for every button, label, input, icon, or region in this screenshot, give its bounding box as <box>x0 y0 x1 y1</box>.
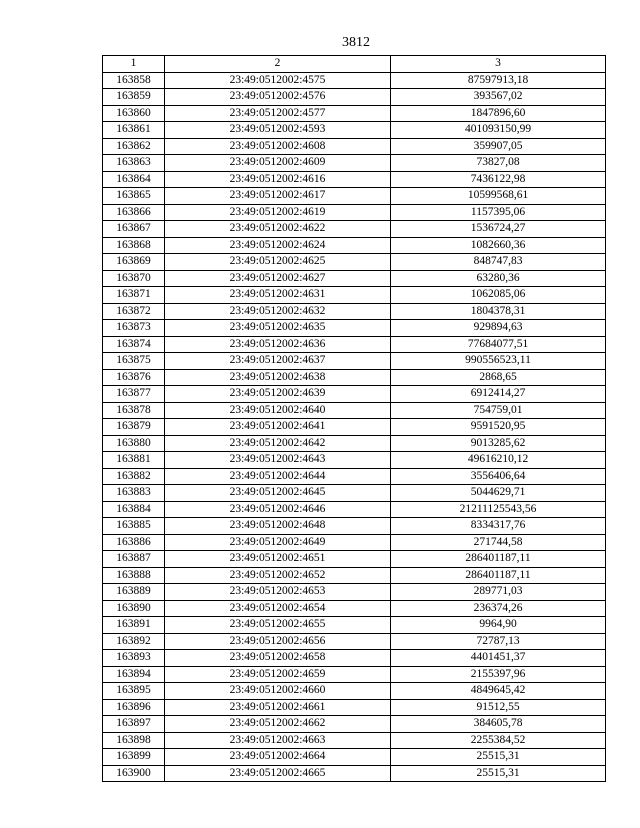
cadastral-number-cell: 23:49:0512002:4665 <box>165 765 391 782</box>
cadastral-number-cell: 23:49:0512002:4658 <box>165 650 391 667</box>
table-row <box>103 386 606 403</box>
row-number-cell: 163867 <box>103 221 165 238</box>
table-row <box>103 105 606 122</box>
value-cell: 87597913,18 <box>391 72 606 89</box>
table-row <box>103 369 606 386</box>
value-cell: 77684077,51 <box>391 336 606 353</box>
row-number-cell: 163863 <box>103 155 165 172</box>
cadastral-number-cell: 23:49:0512002:4661 <box>165 699 391 716</box>
cadastral-number-cell: 23:49:0512002:4631 <box>165 287 391 304</box>
row-number-cell: 163890 <box>103 600 165 617</box>
cadastral-number-cell: 23:49:0512002:4646 <box>165 501 391 518</box>
table-row <box>103 749 606 766</box>
value-cell: 2868,65 <box>391 369 606 386</box>
row-number-cell: 163859 <box>103 89 165 106</box>
cadastral-number-cell: 23:49:0512002:4576 <box>165 89 391 106</box>
table-row <box>103 336 606 353</box>
cadastral-number-cell: 23:49:0512002:4638 <box>165 369 391 386</box>
table-row <box>103 320 606 337</box>
value-cell: 91512,55 <box>391 699 606 716</box>
table-row <box>103 666 606 683</box>
row-number-cell: 163862 <box>103 138 165 155</box>
row-number-cell: 163887 <box>103 551 165 568</box>
value-cell: 359907,05 <box>391 138 606 155</box>
value-cell: 73827,08 <box>391 155 606 172</box>
row-number-cell: 163866 <box>103 204 165 221</box>
row-number-cell: 163892 <box>103 633 165 650</box>
value-cell: 9013285,62 <box>391 435 606 452</box>
row-number-cell: 163878 <box>103 402 165 419</box>
table-row <box>103 353 606 370</box>
value-cell: 393567,02 <box>391 89 606 106</box>
table-row <box>103 89 606 106</box>
table-row <box>103 551 606 568</box>
row-number-cell: 163869 <box>103 254 165 271</box>
value-cell: 401093150,99 <box>391 122 606 139</box>
value-cell: 10599568,61 <box>391 188 606 205</box>
table-row <box>103 732 606 749</box>
value-cell: 8334317,76 <box>391 518 606 535</box>
table-body <box>103 72 606 782</box>
table-row <box>103 188 606 205</box>
column-header-1: 1 <box>103 56 165 73</box>
cadastral-number-cell: 23:49:0512002:4642 <box>165 435 391 452</box>
row-number-cell: 163886 <box>103 534 165 551</box>
cadastral-number-cell: 23:49:0512002:4664 <box>165 749 391 766</box>
table-row <box>103 221 606 238</box>
cadastral-number-cell: 23:49:0512002:4625 <box>165 254 391 271</box>
value-cell: 1804378,31 <box>391 303 606 320</box>
cadastral-number-cell: 23:49:0512002:4619 <box>165 204 391 221</box>
table-row <box>103 155 606 172</box>
row-number-cell: 163891 <box>103 617 165 634</box>
row-number-cell: 163874 <box>103 336 165 353</box>
row-number-cell: 163865 <box>103 188 165 205</box>
cadastral-number-cell: 23:49:0512002:4649 <box>165 534 391 551</box>
cadastral-number-cell: 23:49:0512002:4654 <box>165 600 391 617</box>
value-cell: 25515,31 <box>391 749 606 766</box>
row-number-cell: 163899 <box>103 749 165 766</box>
cadastral-number-cell: 23:49:0512002:4641 <box>165 419 391 436</box>
value-cell: 990556523,11 <box>391 353 606 370</box>
row-number-cell: 163898 <box>103 732 165 749</box>
table-row <box>103 419 606 436</box>
column-header-3: 3 <box>391 56 606 73</box>
cadastral-number-cell: 23:49:0512002:4635 <box>165 320 391 337</box>
cadastral-number-cell: 23:49:0512002:4636 <box>165 336 391 353</box>
value-cell: 4401451,37 <box>391 650 606 667</box>
cadastral-number-cell: 23:49:0512002:4644 <box>165 468 391 485</box>
value-cell: 384605,78 <box>391 716 606 733</box>
column-header-2: 2 <box>165 56 391 73</box>
row-number-cell: 163881 <box>103 452 165 469</box>
value-cell: 754759,01 <box>391 402 606 419</box>
cadastral-number-cell: 23:49:0512002:4662 <box>165 716 391 733</box>
value-cell: 72787,13 <box>391 633 606 650</box>
value-cell: 4849645,42 <box>391 683 606 700</box>
page-number: 3812 <box>342 35 370 50</box>
table-row <box>103 518 606 535</box>
table-row <box>103 699 606 716</box>
cadastral-number-cell: 23:49:0512002:4663 <box>165 732 391 749</box>
cadastral-number-cell: 23:49:0512002:4577 <box>165 105 391 122</box>
cadastral-number-cell: 23:49:0512002:4653 <box>165 584 391 601</box>
table-row <box>103 584 606 601</box>
row-number-cell: 163882 <box>103 468 165 485</box>
row-number-cell: 163897 <box>103 716 165 733</box>
row-number-cell: 163872 <box>103 303 165 320</box>
table-row <box>103 171 606 188</box>
value-cell: 7436122,98 <box>391 171 606 188</box>
value-cell: 1062085,06 <box>391 287 606 304</box>
row-number-cell: 163900 <box>103 765 165 782</box>
cadastral-number-cell: 23:49:0512002:4622 <box>165 221 391 238</box>
value-cell: 9964,90 <box>391 617 606 634</box>
table-row <box>103 567 606 584</box>
cadastral-number-cell: 23:49:0512002:4651 <box>165 551 391 568</box>
value-cell: 1847896,60 <box>391 105 606 122</box>
row-number-cell: 163896 <box>103 699 165 716</box>
cadastral-number-cell: 23:49:0512002:4655 <box>165 617 391 634</box>
value-cell: 1157395,06 <box>391 204 606 221</box>
table-row <box>103 452 606 469</box>
value-cell: 25515,31 <box>391 765 606 782</box>
value-cell: 9591520,95 <box>391 419 606 436</box>
table-row <box>103 633 606 650</box>
row-number-cell: 163895 <box>103 683 165 700</box>
row-number-cell: 163858 <box>103 72 165 89</box>
table-row <box>103 485 606 502</box>
table-header-row <box>103 56 606 73</box>
value-cell: 848747,83 <box>391 254 606 271</box>
value-cell: 63280,36 <box>391 270 606 287</box>
row-number-cell: 163875 <box>103 353 165 370</box>
cadastral-number-cell: 23:49:0512002:4640 <box>165 402 391 419</box>
table-row <box>103 138 606 155</box>
cadastral-number-cell: 23:49:0512002:4575 <box>165 72 391 89</box>
value-cell: 6912414,27 <box>391 386 606 403</box>
row-number-cell: 163879 <box>103 419 165 436</box>
value-cell: 21211125543,56 <box>391 501 606 518</box>
cadastral-number-cell: 23:49:0512002:4645 <box>165 485 391 502</box>
cadastral-number-cell: 23:49:0512002:4624 <box>165 237 391 254</box>
table-row <box>103 716 606 733</box>
row-number-cell: 163888 <box>103 567 165 584</box>
row-number-cell: 163871 <box>103 287 165 304</box>
cadastral-number-cell: 23:49:0512002:4659 <box>165 666 391 683</box>
row-number-cell: 163861 <box>103 122 165 139</box>
cadastral-number-cell: 23:49:0512002:4632 <box>165 303 391 320</box>
cadastral-number-cell: 23:49:0512002:4637 <box>165 353 391 370</box>
cadastral-number-cell: 23:49:0512002:4627 <box>165 270 391 287</box>
table-row <box>103 600 606 617</box>
table-row <box>103 287 606 304</box>
table-row <box>103 270 606 287</box>
row-number-cell: 163873 <box>103 320 165 337</box>
value-cell: 2255384,52 <box>391 732 606 749</box>
table-row <box>103 72 606 89</box>
table-row <box>103 237 606 254</box>
row-number-cell: 163876 <box>103 369 165 386</box>
cadastral-number-cell: 23:49:0512002:4648 <box>165 518 391 535</box>
row-number-cell: 163880 <box>103 435 165 452</box>
row-number-cell: 163894 <box>103 666 165 683</box>
value-cell: 286401187,11 <box>391 551 606 568</box>
data-table <box>102 55 606 782</box>
value-cell: 271744,58 <box>391 534 606 551</box>
table-row <box>103 650 606 667</box>
row-number-cell: 163884 <box>103 501 165 518</box>
row-number-cell: 163868 <box>103 237 165 254</box>
table-row <box>103 435 606 452</box>
row-number-cell: 163885 <box>103 518 165 535</box>
row-number-cell: 163864 <box>103 171 165 188</box>
table-row <box>103 765 606 782</box>
row-number-cell: 163889 <box>103 584 165 601</box>
value-cell: 929894,63 <box>391 320 606 337</box>
row-number-cell: 163870 <box>103 270 165 287</box>
row-number-cell: 163883 <box>103 485 165 502</box>
row-number-cell: 163893 <box>103 650 165 667</box>
value-cell: 3556406,64 <box>391 468 606 485</box>
value-cell: 1082660,36 <box>391 237 606 254</box>
cadastral-number-cell: 23:49:0512002:4593 <box>165 122 391 139</box>
table-row <box>103 204 606 221</box>
table-row <box>103 303 606 320</box>
cadastral-number-cell: 23:49:0512002:4660 <box>165 683 391 700</box>
value-cell: 236374,26 <box>391 600 606 617</box>
table-row <box>103 402 606 419</box>
table-row <box>103 501 606 518</box>
cadastral-number-cell: 23:49:0512002:4608 <box>165 138 391 155</box>
cadastral-number-cell: 23:49:0512002:4616 <box>165 171 391 188</box>
row-number-cell: 163860 <box>103 105 165 122</box>
row-number-cell: 163877 <box>103 386 165 403</box>
table-row <box>103 254 606 271</box>
table-row <box>103 122 606 139</box>
cadastral-number-cell: 23:49:0512002:4617 <box>165 188 391 205</box>
value-cell: 5044629,71 <box>391 485 606 502</box>
table-row <box>103 683 606 700</box>
cadastral-number-cell: 23:49:0512002:4639 <box>165 386 391 403</box>
cadastral-number-cell: 23:49:0512002:4643 <box>165 452 391 469</box>
cadastral-number-cell: 23:49:0512002:4656 <box>165 633 391 650</box>
value-cell: 1536724,27 <box>391 221 606 238</box>
table-row <box>103 468 606 485</box>
cadastral-number-cell: 23:49:0512002:4609 <box>165 155 391 172</box>
cadastral-number-cell: 23:49:0512002:4652 <box>165 567 391 584</box>
value-cell: 49616210,12 <box>391 452 606 469</box>
value-cell: 2155397,96 <box>391 666 606 683</box>
table-row <box>103 617 606 634</box>
table-row <box>103 534 606 551</box>
value-cell: 289771,03 <box>391 584 606 601</box>
value-cell: 286401187,11 <box>391 567 606 584</box>
